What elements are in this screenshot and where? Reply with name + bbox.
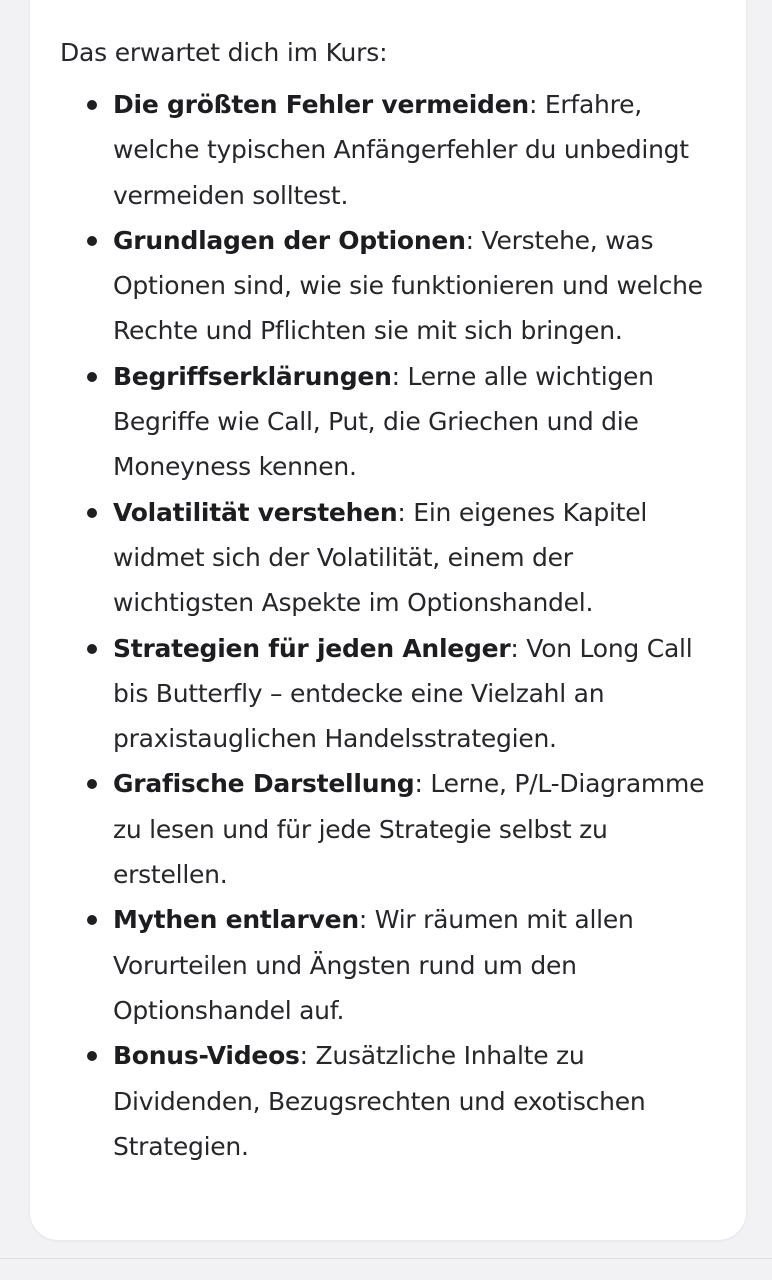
feature-separator: : xyxy=(358,905,375,935)
feature-title: Grundlagen der Optionen xyxy=(113,225,466,255)
feature-title: Die größten Fehler vermeiden xyxy=(113,90,529,119)
feature-title: Volatilität verstehen xyxy=(113,497,398,527)
bullet-dot-icon xyxy=(87,100,97,110)
bullet-dot-icon xyxy=(87,644,97,654)
feature-separator: : xyxy=(510,633,527,663)
list-item xyxy=(60,354,718,490)
bullet-dot-icon xyxy=(87,236,97,246)
feature-text: Lerne alle wichtigen Begriffe wie Call, Put, die Griechen und die Moneyness kennen. xyxy=(113,361,654,482)
feature-title: Bonus-Videos xyxy=(113,1041,300,1071)
feature-separator: : xyxy=(299,1041,316,1071)
feature-text: Von Long Call bis Butterfly – entdecke eine Vielzahl an praxistauglichen Handelsstrategien. xyxy=(113,633,693,754)
list-item xyxy=(60,490,718,626)
bottom-divider xyxy=(0,1258,772,1259)
feature-text: Ein eigenes Kapitel widmet sich der Volatilität, einem der wichtigsten Aspekte im Optionshandel. xyxy=(113,497,648,618)
course-content-card xyxy=(30,0,746,1240)
bullet-dot-icon xyxy=(87,508,97,518)
feature-title: Strategien für jeden Anleger xyxy=(113,633,511,663)
feature-separator: : xyxy=(391,361,408,391)
list-item xyxy=(60,761,718,897)
bullet-dot-icon xyxy=(87,372,97,382)
feature-text: Zusätzliche Inhalte zu Dividenden, Bezugsrechten und exotischen Strategien. xyxy=(113,1041,646,1161)
feature-list xyxy=(60,82,718,1169)
list-item xyxy=(60,218,718,354)
feature-text: Verstehe, was Optionen sind, wie sie funktionieren und welche Rechte und Pflichten sie mit sich bringen. xyxy=(113,225,703,346)
feature-separator: : xyxy=(414,769,431,799)
feature-title: Mythen entlarven xyxy=(113,905,359,935)
list-item xyxy=(60,897,718,1033)
bullet-dot-icon xyxy=(87,915,97,925)
feature-title: Begriffserklärungen xyxy=(113,361,392,391)
feature-separator: : xyxy=(528,90,545,119)
bullet-dot-icon xyxy=(87,1051,97,1061)
list-item xyxy=(60,1033,718,1169)
feature-title: Grafische Darstellung xyxy=(113,769,415,799)
list-item xyxy=(60,626,718,762)
feature-text: Lerne, P/L-Diagramme zu lesen und für jede Strategie selbst zu erstellen. xyxy=(113,769,705,890)
bullet-dot-icon xyxy=(87,779,97,789)
feature-separator: : xyxy=(465,225,482,255)
intro-text: Das erwartet dich im Kurs: xyxy=(60,38,388,67)
feature-text: Erfahre, welche typischen Anfängerfehler du unbedingt vermeiden solltest. xyxy=(113,90,689,210)
feature-separator: : xyxy=(397,497,414,527)
list-item xyxy=(60,82,718,218)
feature-text: Wir räumen mit allen Vorurteilen und Ängsten rund um den Optionshandel auf. xyxy=(113,905,634,1025)
